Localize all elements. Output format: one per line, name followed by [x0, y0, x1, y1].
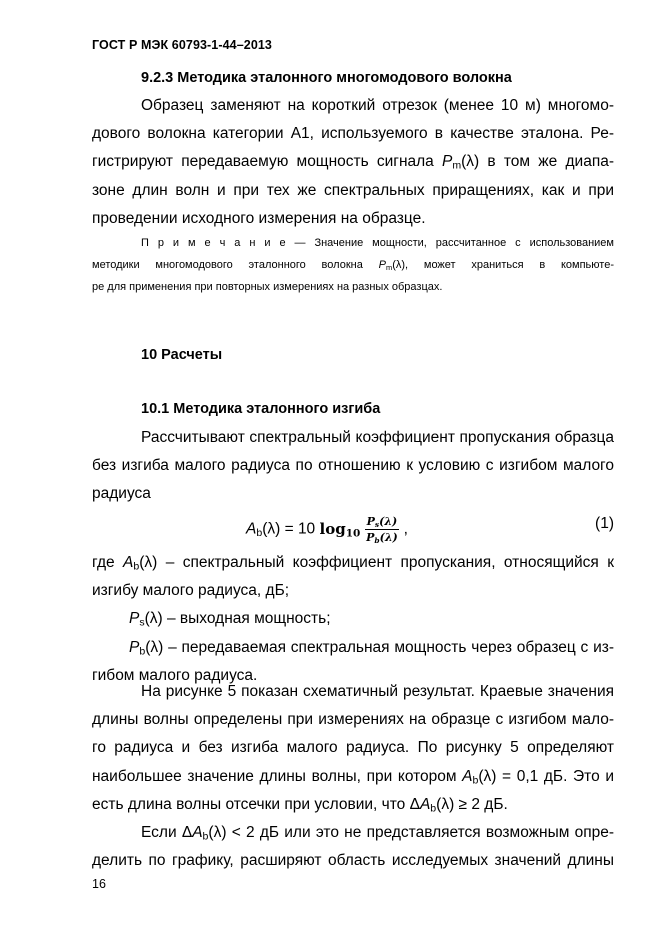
section-title-9-2-3: 9.2.3 Методика эталонного многомодового волокна [141, 70, 512, 86]
note-line: ре для применения при повторных измерениях на разных образцах. [92, 281, 443, 293]
text-line: го радиуса и без изгиба малого радиуса. По рисунку 5 определяют [92, 739, 614, 757]
paragraph-reference-fiber [92, 92, 614, 233]
note-line: методики многомодового эталонного волокна $P_m(\lambda)$, может храниться в компьюте- [92, 259, 614, 272]
text-line: $P_b(\lambda)$ – передаваемая спектральная мощность через образец с из- [129, 638, 614, 658]
fraction: $\frac{P_s(\lambda)}{P_b(\lambda)}$ [366, 515, 398, 545]
text-line: делить по графику, расширяют область исследуемых значений длины [92, 852, 614, 870]
section-title-10: 10 Расчеты [141, 347, 223, 363]
text-line: гистрируют передаваемую мощность сигнала $P_m(\lambda)$ в том же диапа- [92, 153, 615, 172]
note-block [92, 232, 614, 298]
paragraph-definitions [92, 549, 614, 690]
text-line: Образец заменяют на короткий отрезок (менее 10 м) многомо- [141, 97, 614, 114]
document-header: ГОСТ Р МЭК 60793-1-44–2013 [92, 38, 272, 52]
text-line: Рассчитывают спектральный коэффициент пропускания образца [141, 429, 614, 446]
text-line: без изгиба малого радиуса по отношению к условию с изгибом малого [92, 457, 614, 475]
text-line: где $A_b(\lambda)$ – спектральный коэффициент пропускания, относящийся к [92, 554, 614, 573]
note-line: П р и м е ч а н и е — Значение мощности, рассчитанное с использованием [141, 237, 614, 249]
formula-number: (1) [595, 515, 614, 532]
text-line: радиуса [92, 485, 151, 503]
text-line: длины волны определены при измерениях на образце с изгибом мало- [92, 711, 614, 729]
text-line: $P_s(\lambda)$ – выходная мощность; [129, 610, 331, 629]
paragraph-extend-range [92, 819, 614, 875]
text-line: проведении исходного измерения на образце. [92, 209, 426, 227]
text-line: наибольшее значение длины волны, при котором $A_b(\lambda) = 0,1$ дБ. Это и [92, 767, 614, 787]
text-line: гибом малого радиуса. [92, 666, 258, 684]
text-line: зоне длин волн и при тех же спектральных приращениях, как и при [92, 181, 614, 199]
text-line: На рисунке 5 показан схематичный результат. Краевые значения [141, 683, 614, 700]
text-line: есть длина волны отсечки при условии, что $\Delta A_b(\lambda) \ge 2$ дБ. [92, 795, 508, 815]
section-title-10-1: 10.1 Методика эталонного изгиба [141, 401, 381, 417]
text-line: дового волокна категории А1, используемого в качестве эталона. Ре- [92, 125, 614, 143]
page-number: 16 [92, 877, 106, 891]
paragraph-intro [92, 424, 614, 509]
text-line: Если $\Delta A_b(\lambda) < 2$ дБ или это не представляется возможным опре- [141, 824, 615, 843]
formula-expression: $A_b(\lambda) = 10$ $\log_{10}$ $\frac{P_s(\lambda)}{P_b(\lambda)}$ , [246, 515, 408, 545]
formula-1 [92, 509, 614, 549]
text-line: изгибу малого радиуса, дБ; [92, 582, 290, 600]
log-operator: $\log_{10}$ [319, 519, 361, 540]
note-label: П р и м е ч а н и е [141, 237, 286, 249]
paragraph-figure-5 [92, 678, 614, 819]
